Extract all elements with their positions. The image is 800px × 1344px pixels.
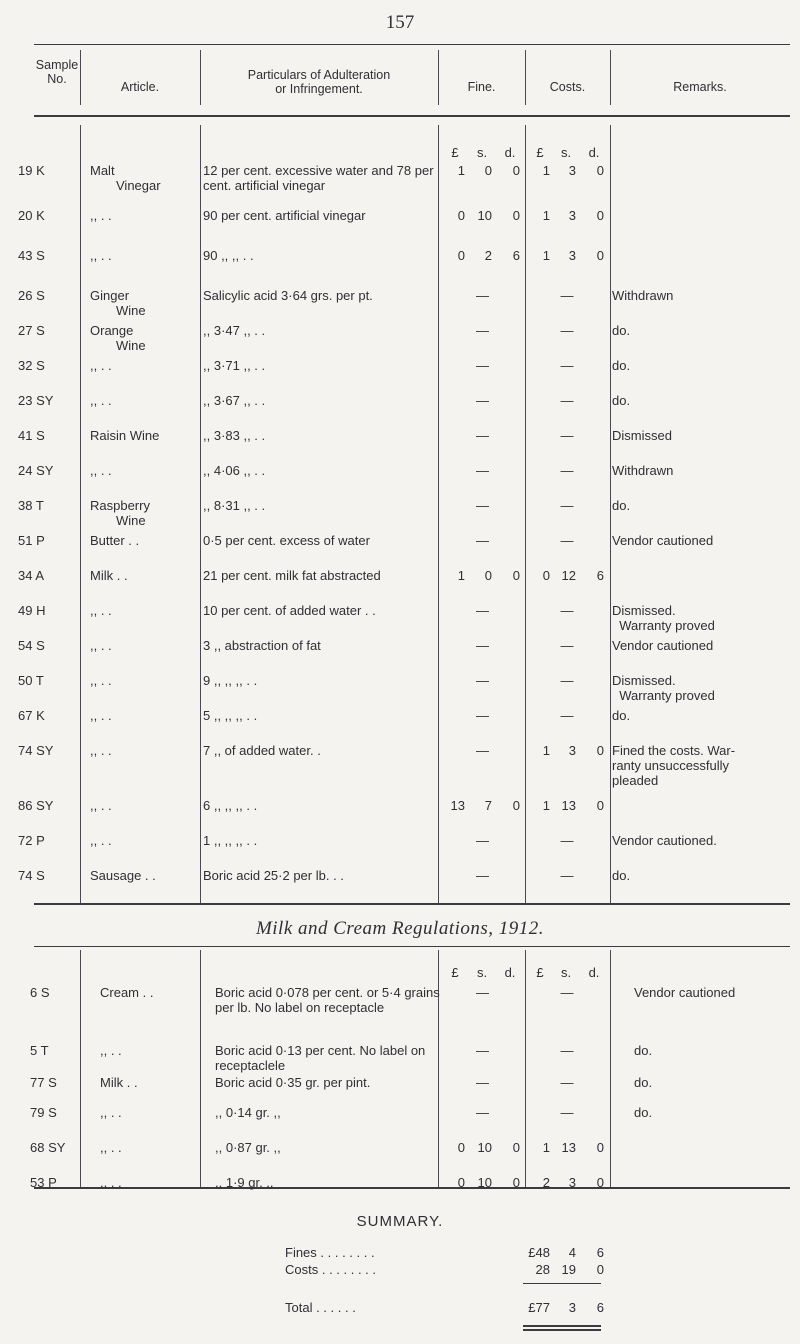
particulars: ,, 0·14 gr. ,, xyxy=(215,1105,281,1120)
costs-amount: — xyxy=(560,673,574,688)
article: ,, . . xyxy=(90,638,112,653)
costs-amount: 0 xyxy=(596,248,604,263)
sample-number: 19 K xyxy=(18,163,45,178)
fine-amount: — xyxy=(476,868,489,883)
unit-label-s2: s. xyxy=(476,965,488,980)
costs-amount: — xyxy=(560,498,574,513)
costs-amount: — xyxy=(560,428,574,443)
summary-value-costs: 0 xyxy=(596,1262,604,1277)
article-continued: Wine xyxy=(116,338,146,353)
summary-value-fines: 4 xyxy=(568,1245,576,1260)
column-divider xyxy=(610,125,611,903)
fine-amount: — xyxy=(476,638,489,653)
costs-amount: 6 xyxy=(596,568,604,583)
sample-number: 5 T xyxy=(30,1043,49,1058)
unit-label-s2: d. xyxy=(504,965,516,980)
fine-amount: 13 xyxy=(450,798,465,813)
particulars: ,, 1·9 gr. ,, xyxy=(215,1175,274,1190)
remarks: Dismissed xyxy=(612,428,672,443)
sample-number: 72 P xyxy=(18,833,45,848)
particulars: ,, 8·31 ,, . . xyxy=(203,498,266,513)
fine-amount: 0 xyxy=(457,1175,465,1190)
summary-value-fines: £48 xyxy=(528,1245,550,1260)
article: ,, . . xyxy=(90,393,112,408)
particulars: 10 per cent. of added water . . xyxy=(203,603,376,618)
particulars: ,, 3·47 ,, . . xyxy=(203,323,266,338)
sample-number: 74 SY xyxy=(18,743,54,758)
header-article: Article. xyxy=(120,80,160,94)
remarks: do. xyxy=(612,708,631,723)
costs-amount: — xyxy=(560,323,574,338)
top-rule xyxy=(34,44,790,45)
sample-number: 38 T xyxy=(18,498,44,513)
header-rule xyxy=(34,115,790,117)
fine-amount: 0 xyxy=(512,163,520,178)
fine-amount: 7 xyxy=(484,798,492,813)
sample-number: 67 K xyxy=(18,708,45,723)
costs-amount: 1 xyxy=(542,798,550,813)
article: ,, . . xyxy=(90,463,112,478)
column-divider xyxy=(80,50,81,105)
costs-amount: — xyxy=(560,1043,574,1058)
particulars: 12 per cent. excessive water and 78 per cent. artificial vinegar xyxy=(203,163,434,193)
unit-label-s1: £ xyxy=(451,145,459,160)
page-number: 157 xyxy=(385,12,415,33)
sample-number: 49 H xyxy=(18,603,46,618)
unit-label-s2: s. xyxy=(560,965,572,980)
sample-number: 23 SY xyxy=(18,393,54,408)
summary-value-fines: 6 xyxy=(596,1245,604,1260)
article-continued: Wine xyxy=(116,303,146,318)
column-divider xyxy=(610,50,611,105)
header-fine: Fine. xyxy=(467,80,496,94)
unit-label-s2: d. xyxy=(588,965,600,980)
column-divider xyxy=(200,125,201,903)
sample-number: 6 S xyxy=(30,985,50,1000)
article: Orange xyxy=(90,323,134,338)
sample-number: 24 SY xyxy=(18,463,54,478)
costs-amount: 1 xyxy=(542,208,550,223)
article: ,, . . xyxy=(100,1043,122,1058)
particulars: 90 ,, ,, . . xyxy=(203,248,254,263)
summary-value-costs: 19 xyxy=(561,1262,576,1277)
article: ,, . . xyxy=(90,208,112,223)
costs-amount: 1 xyxy=(542,743,550,758)
article: Milk . . xyxy=(90,568,128,583)
fine-amount: — xyxy=(476,1075,489,1090)
fine-amount: 0 xyxy=(457,1140,465,1155)
section2-title: Milk and Cream Regulations, 1912. xyxy=(255,918,545,939)
header-sample-no: Sample No. xyxy=(35,58,79,86)
total-double-rule-2 xyxy=(523,1329,601,1331)
particulars: 90 per cent. artificial vinegar xyxy=(203,208,366,223)
summary-title: SUMMARY. xyxy=(356,1213,444,1230)
fine-amount: 10 xyxy=(477,1140,492,1155)
article: Raisin Wine xyxy=(90,428,160,443)
costs-amount: 3 xyxy=(568,1175,576,1190)
costs-amount: — xyxy=(560,638,574,653)
article: ,, . . xyxy=(90,743,112,758)
fine-amount: — xyxy=(476,288,489,303)
remarks: Vendor cautioned. xyxy=(612,833,717,848)
particulars: Boric acid 0·35 gr. per pint. xyxy=(215,1075,371,1090)
costs-amount: 0 xyxy=(596,1140,604,1155)
costs-amount: — xyxy=(560,393,574,408)
column-divider xyxy=(438,50,439,105)
costs-amount: 1 xyxy=(542,248,550,263)
remarks: Vendor cautioned xyxy=(634,985,736,1000)
particulars: Salicylic acid 3·64 grs. per pt. xyxy=(203,288,373,303)
remarks: Fined the costs. War- ranty unsuccessfully pleaded xyxy=(612,743,736,788)
remarks: Vendor cautioned xyxy=(612,638,714,653)
fine-amount: 0 xyxy=(484,163,492,178)
article-continued: Wine xyxy=(116,513,146,528)
costs-amount: — xyxy=(560,533,574,548)
unit-label-s1: s. xyxy=(476,145,488,160)
article: ,, . . xyxy=(90,708,112,723)
particulars: ,, 4·06 ,, . . xyxy=(203,463,266,478)
unit-label-s2: £ xyxy=(451,965,459,980)
remarks: do. xyxy=(612,868,631,883)
sample-number: 77 S xyxy=(30,1075,57,1090)
particulars: ,, 0·87 gr. ,, xyxy=(215,1140,281,1155)
costs-amount: 12 xyxy=(561,568,576,583)
fine-amount: 0 xyxy=(457,248,465,263)
fine-amount: — xyxy=(476,673,489,688)
costs-amount: 3 xyxy=(568,163,576,178)
column-divider xyxy=(525,125,526,903)
costs-amount: — xyxy=(560,985,574,1000)
sample-number: 50 T xyxy=(18,673,44,688)
particulars: Boric acid 0·078 per cent. or 5·4 grains per lb. No label on receptacle xyxy=(215,985,440,1015)
sample-number: 79 S xyxy=(30,1105,57,1120)
fine-amount: — xyxy=(476,323,489,338)
particulars: ,, 3·67 ,, . . xyxy=(203,393,266,408)
article: Cream . . xyxy=(100,985,154,1000)
fine-amount: — xyxy=(476,603,489,618)
article: ,, . . xyxy=(90,248,112,263)
header-remarks: Remarks. xyxy=(673,80,727,94)
fine-amount: 0 xyxy=(512,208,520,223)
fine-amount: 10 xyxy=(477,208,492,223)
remarks: Withdrawn xyxy=(612,463,674,478)
particulars: ,, 3·83 ,, . . xyxy=(203,428,266,443)
article: ,, . . xyxy=(90,358,112,373)
summary-value-total: £77 xyxy=(528,1300,550,1315)
costs-amount: — xyxy=(560,708,574,723)
costs-amount: — xyxy=(560,463,574,478)
remarks: do. xyxy=(612,393,631,408)
sample-number: 41 S xyxy=(18,428,45,443)
fine-amount: 10 xyxy=(477,1175,492,1190)
fine-amount: — xyxy=(476,743,489,758)
article: Malt xyxy=(90,163,115,178)
fine-amount: 0 xyxy=(512,1175,520,1190)
sample-number: 86 SY xyxy=(18,798,54,813)
header-particulars: Particulars of Adulteration or Infringement. xyxy=(247,68,391,96)
remarks: Vendor cautioned xyxy=(612,533,714,548)
header-costs: Costs. xyxy=(549,80,586,94)
article: ,, . . xyxy=(90,833,112,848)
fine-amount: — xyxy=(476,463,489,478)
particulars: 6 ,, ,, ,, . . xyxy=(203,798,258,813)
fine-amount: — xyxy=(476,498,489,513)
summary-value-costs: 28 xyxy=(535,1262,550,1277)
costs-amount: 0 xyxy=(542,568,550,583)
particulars: 21 per cent. milk fat abstracted xyxy=(203,568,381,583)
unit-label-s1: s. xyxy=(560,145,572,160)
article: ,, . . xyxy=(100,1140,122,1155)
fine-amount: 2 xyxy=(484,248,492,263)
unit-label-s2: £ xyxy=(536,965,544,980)
costs-amount: — xyxy=(560,358,574,373)
fine-amount: — xyxy=(476,533,489,548)
costs-amount: 3 xyxy=(568,248,576,263)
article: Milk . . xyxy=(100,1075,138,1090)
costs-amount: 3 xyxy=(568,208,576,223)
particulars: 1 ,, ,, ,, . . xyxy=(203,833,258,848)
summary-label-total: Total . . . . . . xyxy=(285,1300,356,1315)
fine-amount: — xyxy=(476,833,489,848)
particulars: 9 ,, ,, ,, . . xyxy=(203,673,258,688)
article: Ginger xyxy=(90,288,130,303)
fine-amount: 1 xyxy=(457,568,465,583)
sample-number: 26 S xyxy=(18,288,45,303)
particulars: 5 ,, ,, ,, . . xyxy=(203,708,258,723)
remarks: do. xyxy=(612,323,631,338)
total-rule xyxy=(523,1283,601,1284)
remarks: Withdrawn xyxy=(612,288,674,303)
remarks: Dismissed. Warranty proved xyxy=(612,603,715,633)
article: ,, . . xyxy=(90,798,112,813)
summary-value-total: 6 xyxy=(596,1300,604,1315)
column-divider xyxy=(80,950,81,1187)
costs-amount: 0 xyxy=(596,208,604,223)
remarks: do. xyxy=(612,358,631,373)
particulars: 0·5 per cent. excess of water xyxy=(203,533,370,548)
sample-number: 68 SY xyxy=(30,1140,66,1155)
sample-number: 32 S xyxy=(18,358,45,373)
particulars: ,, 3·71 ,, . . xyxy=(203,358,266,373)
costs-amount: — xyxy=(560,1105,574,1120)
particulars: 3 ,, abstraction of fat xyxy=(203,638,321,653)
fine-amount: — xyxy=(476,708,489,723)
costs-amount: 13 xyxy=(561,798,576,813)
fine-amount: — xyxy=(476,985,489,1000)
article: ,, . . xyxy=(100,1175,122,1190)
costs-amount: 0 xyxy=(596,1175,604,1190)
column-divider xyxy=(80,125,81,903)
sample-number: 27 S xyxy=(18,323,45,338)
column-divider xyxy=(525,50,526,105)
fine-amount: — xyxy=(476,428,489,443)
fine-amount: — xyxy=(476,393,489,408)
fine-amount: — xyxy=(476,1043,489,1058)
fine-amount: 0 xyxy=(512,1140,520,1155)
costs-amount: — xyxy=(560,1075,574,1090)
column-divider xyxy=(610,950,611,1187)
total-double-rule-1 xyxy=(523,1325,601,1327)
article: Sausage . . xyxy=(90,868,156,883)
sample-number: 34 A xyxy=(18,568,45,583)
fine-amount: 0 xyxy=(457,208,465,223)
costs-amount: 1 xyxy=(542,1140,550,1155)
fine-amount: — xyxy=(476,1105,489,1120)
particulars: Boric acid 25·2 per lb. . . xyxy=(203,868,344,883)
sample-number: 54 S xyxy=(18,638,45,653)
sample-number: 20 K xyxy=(18,208,45,223)
sample-number: 51 P xyxy=(18,533,45,548)
particulars: Boric acid 0·13 per cent. No label on receptaclele xyxy=(215,1043,426,1073)
particulars: 7 ,, of added water. . xyxy=(203,743,321,758)
section1-bottom-rule xyxy=(34,903,790,905)
costs-amount: — xyxy=(560,288,574,303)
costs-amount: 0 xyxy=(596,743,604,758)
article: Raspberry xyxy=(90,498,150,513)
section2-top-rule xyxy=(34,946,790,947)
unit-label-s1: d. xyxy=(504,145,516,160)
sample-number: 43 S xyxy=(18,248,45,263)
fine-amount: 1 xyxy=(457,163,465,178)
article: ,, . . xyxy=(90,673,112,688)
summary-label-fines: Fines . . . . . . . . xyxy=(285,1245,375,1260)
costs-amount: 3 xyxy=(568,743,576,758)
costs-amount: — xyxy=(560,603,574,618)
remarks: do. xyxy=(634,1105,653,1120)
costs-amount: 1 xyxy=(542,163,550,178)
remarks: do. xyxy=(634,1043,653,1058)
fine-amount: 6 xyxy=(512,248,520,263)
article-continued: Vinegar xyxy=(116,178,161,193)
fine-amount: 0 xyxy=(512,798,520,813)
unit-label-s1: £ xyxy=(536,145,544,160)
costs-amount: — xyxy=(560,868,574,883)
fine-amount: — xyxy=(476,358,489,373)
fine-amount: 0 xyxy=(512,568,520,583)
article: ,, . . xyxy=(100,1105,122,1120)
summary-value-total: 3 xyxy=(568,1300,576,1315)
article: Butter . . xyxy=(90,533,140,548)
costs-amount: 13 xyxy=(561,1140,576,1155)
costs-amount: 0 xyxy=(596,163,604,178)
costs-amount: 2 xyxy=(542,1175,550,1190)
article: ,, . . xyxy=(90,603,112,618)
sample-number: 53 P xyxy=(30,1175,57,1190)
sample-number: 74 S xyxy=(18,868,45,883)
column-divider xyxy=(438,125,439,903)
costs-amount: — xyxy=(560,833,574,848)
remarks: Dismissed. Warranty proved xyxy=(612,673,715,703)
unit-label-s1: d. xyxy=(588,145,600,160)
costs-amount: 0 xyxy=(596,798,604,813)
remarks: do. xyxy=(612,498,631,513)
remarks: do. xyxy=(634,1075,653,1090)
fine-amount: 0 xyxy=(484,568,492,583)
column-divider xyxy=(200,950,201,1187)
summary-label-costs: Costs . . . . . . . . xyxy=(285,1262,377,1277)
